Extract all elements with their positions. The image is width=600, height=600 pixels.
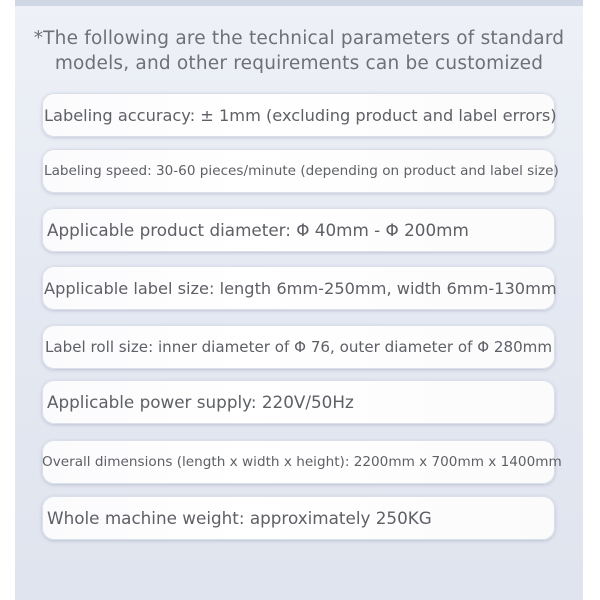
param-label-roll-size (42, 325, 555, 369)
param-product-diameter (42, 208, 555, 252)
spec-heading-line-2: models, and other requirements can be customized (54, 53, 544, 74)
param-labeling-speed (42, 149, 559, 193)
param-overall-dimensions (42, 440, 562, 484)
param-text: Applicable power supply: 220V/50Hz (47, 392, 354, 412)
spec-heading (15, 26, 583, 76)
spec-heading-line-1: *The following are the technical parameters of standard (33, 28, 565, 49)
param-text: Labeling speed: 30-60 pieces/minute (depending on product and label size) (44, 163, 559, 179)
top-divider (15, 0, 583, 6)
param-machine-weight (42, 496, 555, 540)
param-text: Labeling accuracy: ± 1mm (excluding product and label errors) (44, 105, 557, 125)
spec-panel (15, 0, 583, 600)
param-power-supply (42, 380, 555, 424)
param-label-size (42, 266, 555, 310)
param-labeling-accuracy (42, 93, 555, 137)
param-text: Whole machine weight: approximately 250KG (47, 508, 432, 528)
param-text: Applicable product diameter: Φ 40mm - Φ 200mm (47, 220, 469, 240)
param-text: Overall dimensions (length x width x height): 2200mm x 700mm x 1400mm (42, 454, 562, 470)
param-text: Applicable label size: length 6mm-250mm, width 6mm-130mm (44, 278, 557, 298)
param-text: Label roll size: inner diameter of Φ 76, outer diameter of Φ 280mm (45, 338, 553, 356)
